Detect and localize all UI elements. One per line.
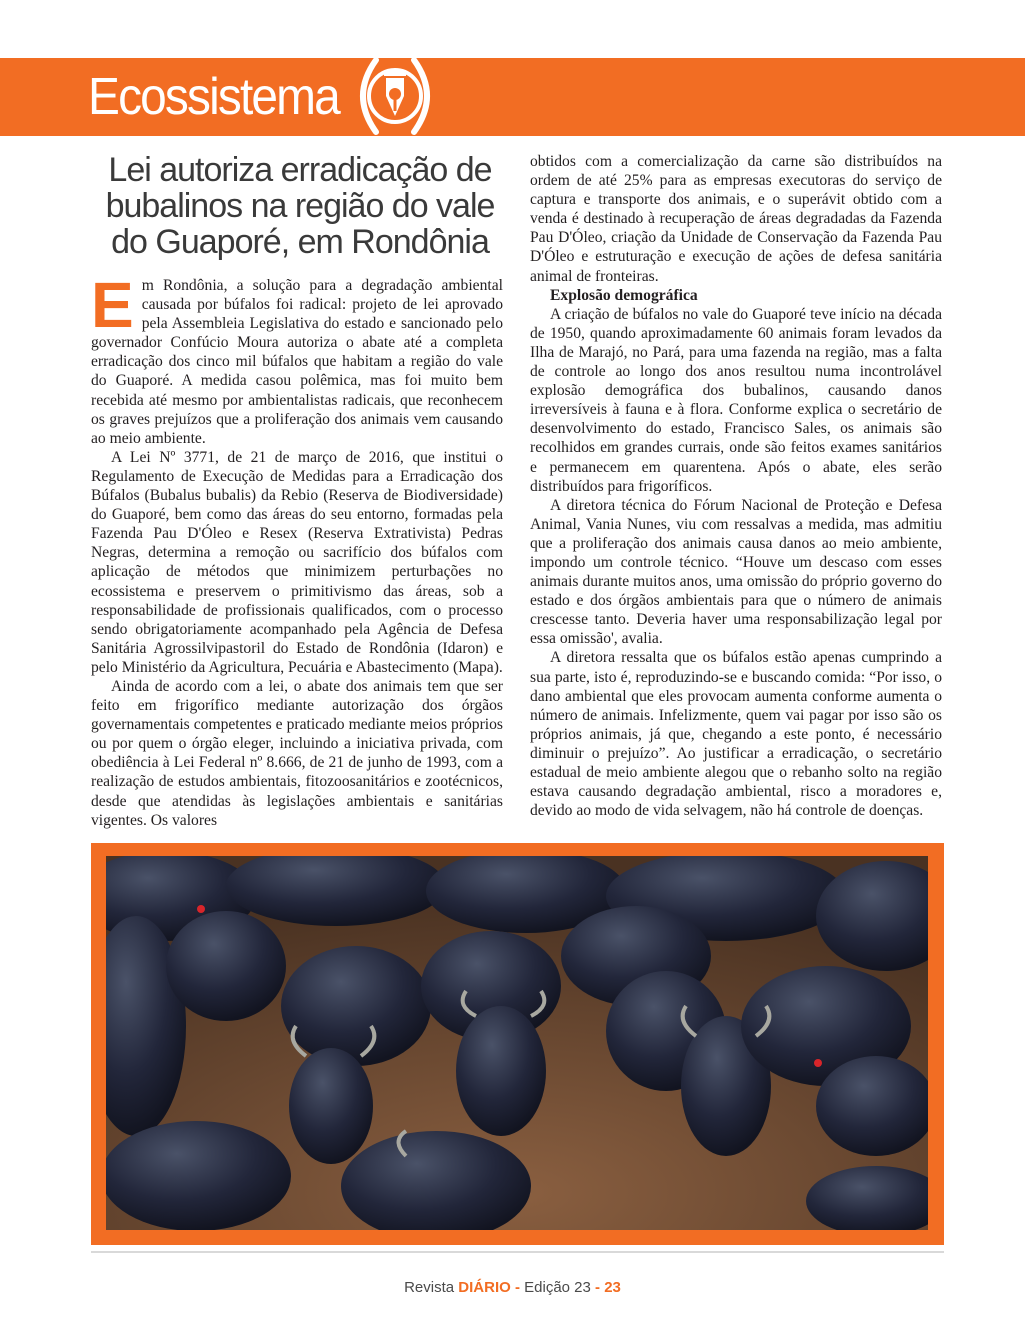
footer-separator: - [595,1279,601,1296]
body-paragraph: A Lei Nº 3771, de 21 de março de 2016, que institui o Regulamento de Execução de Medidas para a Erradicação dos Búfalos (Bubalus bubalis) da Rebio (Reserva de Biodiversidade) do Guaporé, bem como das áreas do seu entorno, formadas pela Fazenda Pau D'Óleo e Resex (Reserva Extrativista) Pedras Negras, determina a remoção ou sacrifício dos búfalos com aplicação de métodos que minimizem perturbações no ecossistema e preservem o primitivismo das áreas, sob a responsabilidade de profissionais qualificados, com o processo sendo obrigatoriamente acompanhado pela Agência de Defesa Sanitária Agrossilvipastoril do Estado de Rondônia (Idaron) e pelo Ministério da Agricultura, Pecuária e Abastecimento (Mapa). [91,448,503,676]
drop-cap: E [91,269,134,341]
right-column [530,152,942,820]
section-title: Ecossistema [88,68,339,126]
footer-prefix: Revista [404,1279,455,1296]
body-paragraph: A diretora técnica do Fórum Nacional de Proteção e Defesa Animal, Vania Nunes, viu com ressalvas a medida, mas admitiu que a proliferação dos animais causa danos ao meio ambiente, impondo um controle técnico. “Houve um descaso com esses animais durante muitos anos, uma omissão do próprio governo do estado e dos órgãos ambientais para que o número de animais crescesse tanto. Deveria haver uma responsabilização legal por essa omissão', avalia. [530,496,942,648]
page-number: 23 [604,1279,621,1296]
footer-edition: Edição 23 [524,1279,591,1296]
body-paragraph: Ainda de acordo com a lei, o abate dos animais tem que ser feito em frigorífico mediante autorização dos órgãos governamentais competentes e praticado mediante meios próprios ou por quem o órgão eleger, incluindo a iniciativa privada, com obediência à Lei Federal nº 8.666, de 21 de junho de 1993, com a realização de estudos ambientais, fitozoosanitários e zootécnicos, desde que atendidas às legislações ambientais e sanitárias vigentes. Os valores [91,677,503,829]
footer-rule [91,1251,944,1253]
left-column [91,269,503,830]
buffalo-herd-photo [106,856,928,1230]
article-headline: Lei autoriza erradicação de bubalinos na região do vale do Guaporé, em Rondônia [105,151,495,261]
lead-text: m Rondônia, a solução para a degradação ambiental causada por búfalos foi radical: projeto de lei aprovado pela Assembleia Legislativa do estado e sancionado pelo governador Confúcio Moura autoriza o abate até a completa erradicação dos cinco mil búfalos que habitam a região do vale do Guaporé. A medida casou polêmica, mas foi muito bem recebida até mesmo por ambientalistas radicais, que reconhecem os graves prejuízos que a proliferação dos animais vem causando ao meio ambiente. [91,277,503,447]
pen-nib-icon [346,56,444,136]
footer-separator: - [514,1279,520,1296]
lead-paragraph [91,269,503,448]
body-paragraph: A criação de búfalos no vale do Guaporé teve início na década de 1950, quando aproximadamente 60 animais foram levados da Ilha de Marajó, no Pará, para uma fazenda na região, mas a falta de controle ao longo dos anos resultou numa incontrolável explosão demográfica dos bubalinos, causando danos irreversíveis à fauna e à flora. Conforme explica o secretário de desenvolvimento do estado, Francisco Sales, os animais são recolhidos em grandes currais, onde são feitos exames sanitários e permanecem em quarentena. Após o abate, eles serão distribuídos para frigoríficos. [530,305,942,495]
continued-paragraph: obtidos com a comercialização da carne são distribuídos na ordem de até 25% para as empresas executoras do serviço de captura e transporte dos animais, e o superávit obtido com a venda é destinado à recuperação de áreas degradadas da Fazenda Pau D'Óleo, criação da Unidade de Conservação da Fazenda Pau D'Óleo e estruturação e execução de ações de defesa sanitária animal de fronteiras. [530,153,942,285]
page-footer [0,1279,1025,1296]
footer-brand: DIÁRIO [458,1279,511,1296]
subhead: Explosão demográfica [550,286,698,304]
body-paragraph: A diretora ressalta que os búfalos estão apenas cumprindo a sua parte, isto é, reproduzindo-se e buscando comida: “Por isso, o dano ambiental que eles provocam aumenta conforme aumenta o número de animais. Infelizmente, quem vai pagar por isso são os próprios animais, já que, chegando a este ponto, é necessário diminuir o prejuízo”. Ao justificar a erradicação, o secretário estadual de meio ambiente alegou que o rebanho solto na região estava causando degradação ambiental, risco a moradores e, devido ao modo de vida selvagem, não há controle de doenças. [530,649,942,820]
